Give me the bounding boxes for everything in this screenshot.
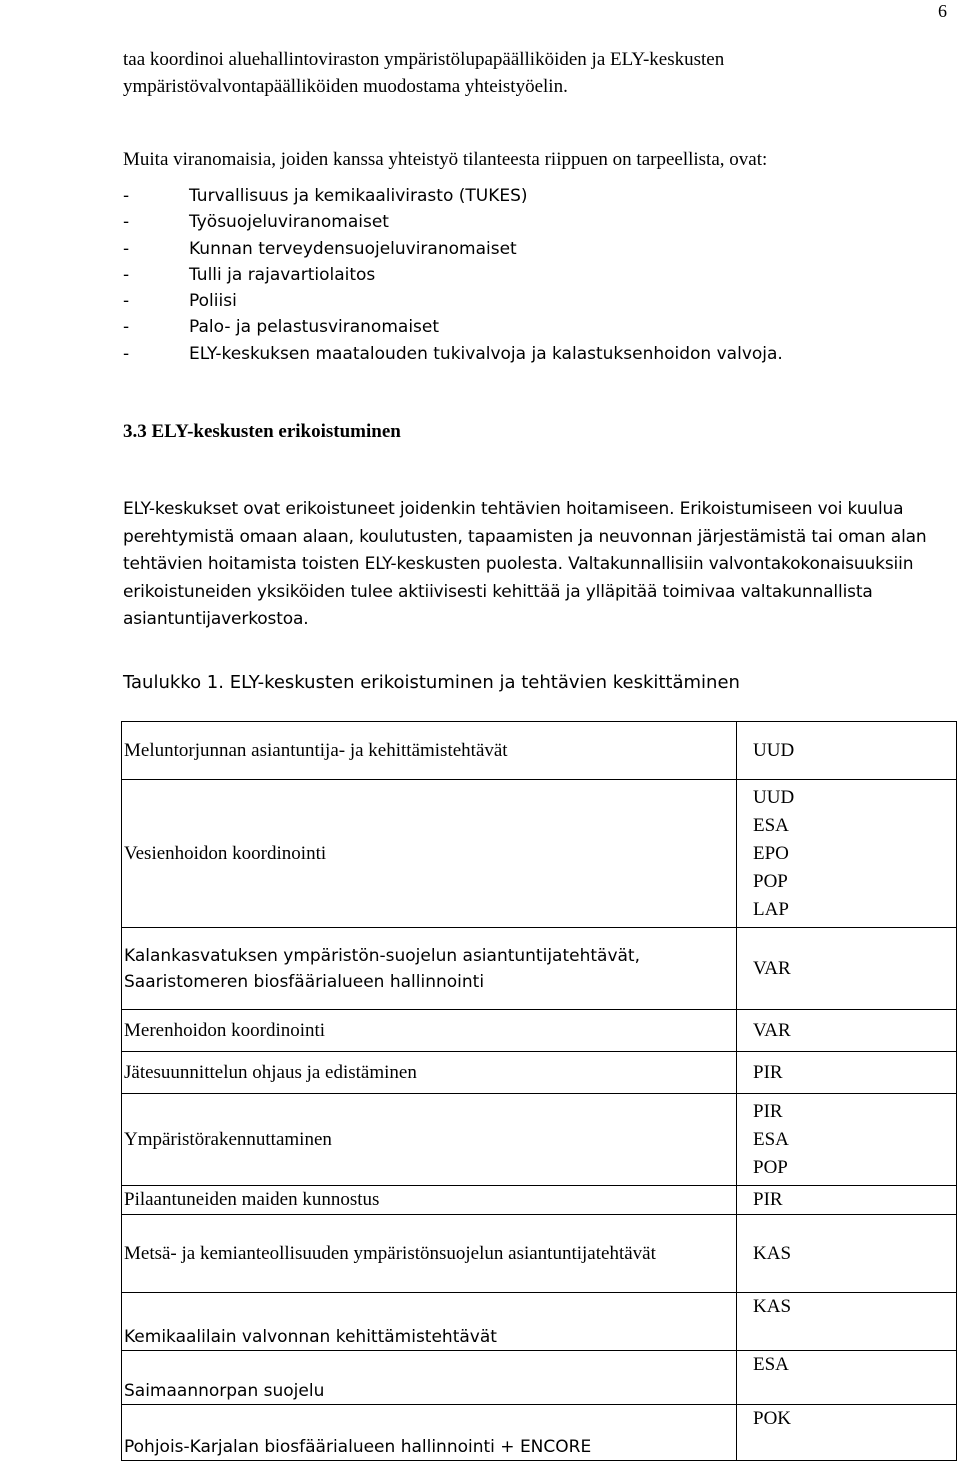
table-row bbox=[122, 1215, 957, 1293]
unit-code: EPO bbox=[753, 842, 789, 864]
codes-cell bbox=[737, 1405, 957, 1461]
list-item: - Tulli ja rajavartiolaitos bbox=[123, 264, 376, 285]
codes-cell bbox=[737, 1351, 957, 1405]
authorities-intro: Muita viranomaisia, joiden kanssa yhteistyö tilanteesta riippuen on tarpeellista, ovat: bbox=[123, 149, 768, 170]
unit-code: UUD bbox=[753, 786, 795, 808]
unit-code: PIR bbox=[753, 1061, 783, 1083]
task-cell: Jätesuunnittelun ohjaus ja edistäminen bbox=[122, 1052, 737, 1094]
table-row bbox=[122, 722, 957, 780]
unit-code: VAR bbox=[753, 1019, 791, 1041]
section-paragraph: ELY-keskukset ovat erikoistuneet joidenkin tehtävien hoitamiseen. Erikoistumiseen voi kuulua perehtymistä omaan alaan, koulutusten, tapaamisten ja neuvonnan järjestämistä tai oman alan tehtävien hoitamista toisten ELY-keskusten puolesta. Valtakunnallisiin valvontakokonaisuuksiin erikoistuneiden yksiköiden tulee aktiivisesti kehittää ja ylläpitää toimivaa valtakunnallista asiantuntijaverkostoa. bbox=[123, 499, 927, 630]
task-cell: Kemikaalilain valvonnan kehittämistehtävät bbox=[122, 1293, 737, 1351]
section-heading: 3.3 ELY-keskusten erikoistuminen bbox=[123, 421, 401, 442]
list-item-text: Poliisi bbox=[189, 291, 237, 312]
codes-cell bbox=[737, 1215, 957, 1293]
codes-cell bbox=[737, 1010, 957, 1052]
codes-cell bbox=[737, 928, 957, 1010]
task-cell: Kalankasvatuksen ympäristön-suojelun asiantuntijatehtävät, Saaristomeren biosfäärialueen hallinnointi bbox=[122, 928, 737, 1010]
codes-cell bbox=[737, 722, 957, 780]
unit-code: POK bbox=[753, 1408, 792, 1429]
task-cell: Meluntorjunnan asiantuntija- ja kehittämistehtävät bbox=[122, 722, 737, 780]
task-cell: Pohjois-Karjalan biosfäärialueen hallinnointi + ENCORE bbox=[122, 1405, 737, 1461]
authorities-list bbox=[123, 183, 783, 367]
unit-code: POP bbox=[753, 1156, 788, 1178]
task-cell: Vesienhoidon koordinointi bbox=[122, 780, 737, 928]
list-item-text: ELY-keskuksen maatalouden tukivalvoja ja kalastuksenhoidon valvoja. bbox=[189, 343, 783, 364]
unit-code: KAS bbox=[753, 1242, 792, 1264]
list-item: - Poliisi bbox=[123, 291, 237, 312]
codes-cell bbox=[737, 780, 957, 928]
paragraph-continuation: taa koordinoi aluehallintoviraston ympäristölupapäälliköiden ja ELY-keskusten ympäristövalvontapäälliköiden muodostama yhteistyöelin. bbox=[123, 49, 725, 97]
table-row bbox=[122, 1186, 957, 1215]
unit-code: KAS bbox=[753, 1296, 792, 1317]
list-item: - Kunnan terveydensuojeluviranomaiset bbox=[123, 238, 517, 259]
list-item-text: Kunnan terveydensuojeluviranomaiset bbox=[189, 238, 517, 259]
unit-code: ESA bbox=[753, 814, 789, 836]
table-caption: Taulukko 1. ELY-keskusten erikoistuminen ja tehtävien keskittäminen bbox=[123, 672, 740, 693]
task-cell: Ympäristörakennuttaminen bbox=[122, 1094, 737, 1186]
table-row bbox=[122, 1010, 957, 1052]
list-item: - Palo- ja pelastusviranomaiset bbox=[123, 317, 440, 338]
unit-code: UUD bbox=[753, 739, 795, 761]
codes-cell bbox=[737, 1052, 957, 1094]
codes-cell bbox=[737, 1293, 957, 1351]
list-item: - Työsuojeluviranomaiset bbox=[123, 212, 389, 233]
unit-code: PIR bbox=[753, 1100, 783, 1122]
task-cell: Pilaantuneiden maiden kunnostus bbox=[122, 1186, 737, 1215]
codes-cell bbox=[737, 1094, 957, 1186]
task-cell: Merenhoidon koordinointi bbox=[122, 1010, 737, 1052]
list-item-text: Tulli ja rajavartiolaitos bbox=[189, 264, 376, 285]
table-row bbox=[122, 1094, 957, 1186]
list-item-text: Työsuojeluviranomaiset bbox=[189, 212, 389, 233]
list-item: - Turvallisuus ja kemikaalivirasto (TUKES) bbox=[123, 186, 528, 206]
unit-code: POP bbox=[753, 870, 788, 892]
table-row bbox=[122, 1351, 957, 1405]
unit-code: PIR bbox=[753, 1189, 783, 1210]
list-item: - ELY-keskuksen maatalouden tukivalvoja ja kalastuksenhoidon valvoja. bbox=[123, 343, 783, 364]
list-item-text: Turvallisuus ja kemikaalivirasto (TUKES) bbox=[189, 186, 528, 206]
task-cell: Metsä- ja kemianteollisuuden ympäristönsuojelun asiantuntijatehtävät bbox=[122, 1215, 737, 1293]
table-row bbox=[122, 780, 957, 928]
unit-code: ESA bbox=[753, 1354, 789, 1375]
table-row bbox=[122, 928, 957, 1010]
table-row bbox=[122, 1405, 957, 1461]
specialization-table bbox=[121, 721, 957, 1461]
unit-code: ESA bbox=[753, 1128, 789, 1150]
unit-code: LAP bbox=[753, 898, 789, 920]
table-row bbox=[122, 1293, 957, 1351]
codes-cell bbox=[737, 1186, 957, 1215]
unit-code: VAR bbox=[753, 957, 791, 979]
list-item-text: Palo- ja pelastusviranomaiset bbox=[189, 317, 440, 338]
task-cell: Saimaannorpan suojelu bbox=[122, 1351, 737, 1405]
page-number: 6 bbox=[938, 1, 947, 21]
table-row bbox=[122, 1052, 957, 1094]
